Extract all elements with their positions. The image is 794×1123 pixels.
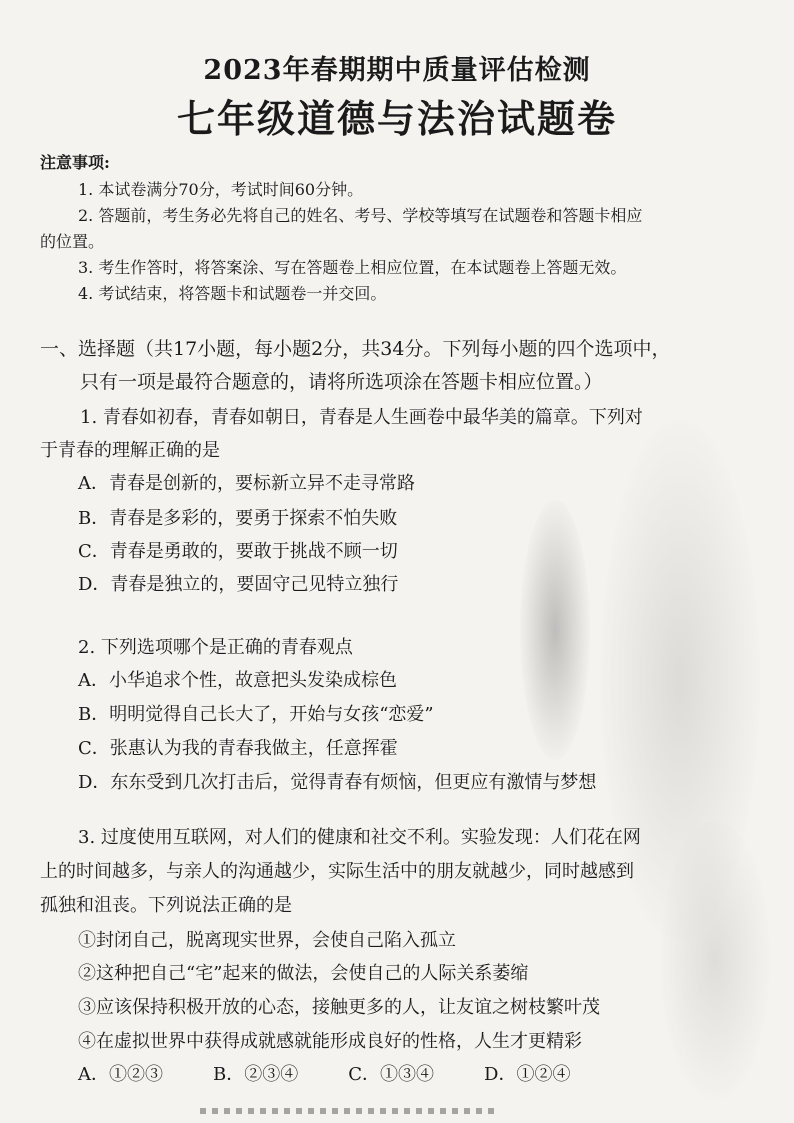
q3-statement-1: ①封闭自己，脱离现实世界，会使自己陷入孤立 bbox=[78, 930, 456, 951]
q3-stem: 3. 过度使用互联网，对人们的健康和社交不利。实验发现：人们花在网 bbox=[78, 827, 641, 848]
q1-option-a: A．青春是创新的，要标新立异不走寻常路 bbox=[78, 473, 415, 494]
q3-option-c: C．①③④ bbox=[348, 1064, 435, 1085]
note-item-4: 4. 考试结束，将答题卡和试题卷一并交回。 bbox=[78, 284, 387, 303]
section-instruction: 只有一项是最符合题意的，请将所选项涂在答题卡相应位置。） bbox=[80, 371, 603, 393]
q1-option-d: D．青春是独立的，要固守己见特立独行 bbox=[78, 574, 399, 595]
q2-option-a: A．小华追求个性，故意把头发染成棕色 bbox=[78, 670, 397, 691]
q3-statement-3: ③应该保持积极开放的心态，接触更多的人，让友谊之树枝繁叶茂 bbox=[78, 997, 600, 1018]
scan-smudge-3 bbox=[660, 820, 770, 1100]
note-item-1: 1. 本试卷满分70分，考试时间60分钟。 bbox=[78, 180, 364, 199]
q3-stem-cont-1: 上的时间越多，与亲人的沟通越少，实际生活中的朋友就越少，同时越感到 bbox=[40, 861, 634, 882]
q2-option-b: B．明明觉得自己长大了，开始与女孩“恋爱” bbox=[78, 704, 434, 725]
exam-title-year: 2023年春期期中质量评估检测 bbox=[203, 55, 591, 86]
q3-option-d: D．①②④ bbox=[484, 1064, 571, 1085]
note-item-3: 3. 考生作答时，将答案涂、写在答题卷上相应位置，在本试题卷上答题无效。 bbox=[78, 258, 627, 277]
q1-stem: 1. 青春如初春，青春如朝日，青春是人生画卷中最华美的篇章。下列对 bbox=[80, 407, 643, 428]
q2-stem: 2. 下列选项哪个是正确的青春观点 bbox=[78, 637, 353, 658]
q1-option-c: C．青春是勇敢的，要敢于挑战不顾一切 bbox=[78, 541, 398, 562]
page-footer-smudge bbox=[200, 1108, 500, 1114]
q3-options bbox=[78, 1060, 638, 1086]
q2-option-d: D．东东受到几次打击后，觉得青春有烦恼，但更应有激情与梦想 bbox=[78, 772, 597, 793]
q1-stem-cont: 于青春的理解正确的是 bbox=[40, 440, 220, 461]
notes-heading: 注意事项: bbox=[40, 153, 110, 172]
exam-title-subject: 七年级道德与法治试题卷 bbox=[176, 96, 617, 141]
scan-smudge-1 bbox=[520, 500, 590, 760]
q3-option-a: A．①②③ bbox=[78, 1064, 163, 1085]
q3-statement-4: ④在虚拟世界中获得成就感就能形成良好的性格，人生才更精彩 bbox=[78, 1031, 582, 1052]
note-item-2-cont: 的位置。 bbox=[40, 232, 105, 251]
q2-option-c: C．张惠认为我的青春我做主，任意挥霍 bbox=[78, 738, 398, 759]
section-heading: 一、选择题（共17小题，每小题2分，共34分。下列每小题的四个选项中， bbox=[40, 338, 671, 360]
q1-option-b: B．青春是多彩的，要勇于探索不怕失败 bbox=[78, 508, 398, 529]
q3-stem-cont-2: 孤独和沮丧。下列说法正确的是 bbox=[40, 895, 292, 916]
q3-option-b: B．②③④ bbox=[213, 1064, 299, 1085]
q3-statement-2: ②这种把自己“宅”起来的做法，会使自己的人际关系萎缩 bbox=[78, 963, 529, 984]
note-item-2: 2. 答题前，考生务必先将自己的姓名、考号、学校等填写在试题卷和答题卡相应 bbox=[78, 206, 643, 225]
